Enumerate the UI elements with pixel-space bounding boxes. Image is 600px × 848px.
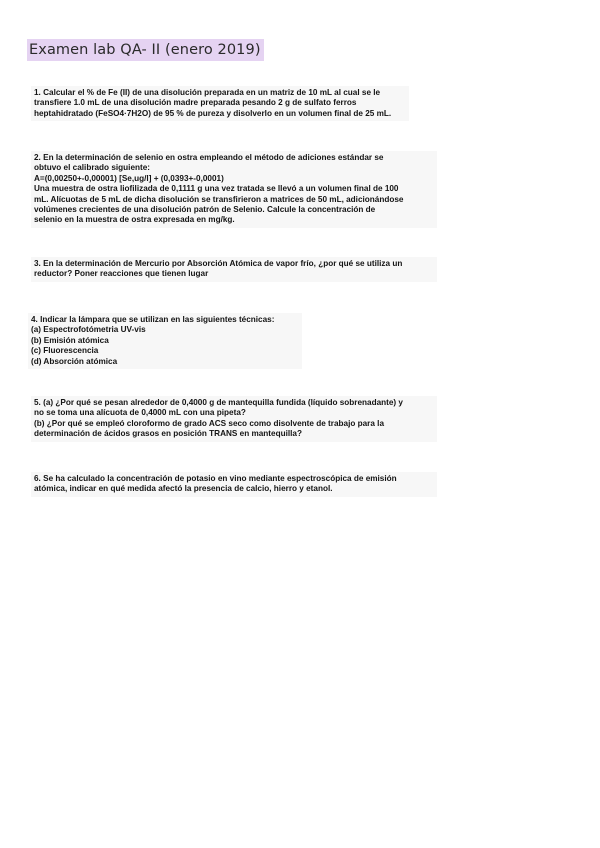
- question-1: [31, 86, 409, 121]
- question-4: [28, 313, 302, 369]
- question-1-line: 1. Calcular el % de Fe (II) de una disolución preparada en un matriz de 10 mL al cual se le: [34, 88, 381, 97]
- question-6-line: 6. Se ha calculado la concentración de potasio en vino mediante espectroscópica de emisión: [34, 474, 397, 483]
- question-3: [31, 257, 437, 282]
- question-6: [31, 472, 437, 497]
- exam-title: Examen lab QA- II (enero 2019): [27, 39, 264, 61]
- question-2-line: mL. Alícuotas de 5 mL de dicha disolución se transfirieron a matrices de 50 mL, adicionándose: [34, 194, 404, 204]
- question-5-line: 5. (a) ¿Por qué se pesan alrededor de 0,4000 g de mantequilla fundida (líquido sobrenadante) y: [34, 398, 403, 407]
- question-1-line: heptahidratado (FeSO4·7H2O) de 95 % de pureza y disolverlo en un volumen final de 25 mL.: [34, 108, 392, 118]
- question-5-line: (b) ¿Por qué se empleó cloroformo de grado ACS seco como disolvente de trabajo para la: [34, 418, 385, 428]
- question-6-line: atómica, indicar en qué medida afectó la presencia de calcio, hierro y etanol.: [34, 484, 333, 494]
- question-2-line: Una muestra de ostra liofilizada de 0,1111 g una vez tratada se llevó a un volumen final de 100: [34, 184, 399, 194]
- question-1-line: transfiere 1.0 mL de una disolución madre preparada pesando 2 g de sulfato ferros: [34, 98, 357, 108]
- question-4-option: (d) Absorción atómica: [31, 356, 118, 366]
- question-3-line: 3. En la determinación de Mercurio por Absorción Atómica de vapor frío, ¿por qué se utiliza un: [34, 259, 403, 268]
- question-3-line: reductor? Poner reacciones que tienen lugar: [34, 269, 209, 279]
- question-4-option: (c) Fluorescencia: [31, 346, 99, 356]
- question-5-line: determinación de ácidos grasos en posición TRANS en mantequilla?: [34, 429, 302, 439]
- question-5-line: no se toma una alícuota de 0,4000 mL con una pipeta?: [34, 408, 246, 418]
- question-2-line: obtuvo el calibrado siguiente:: [34, 163, 151, 173]
- question-5: [31, 396, 437, 442]
- question-2-line: selenio en la muestra de ostra expresada en mg/kg.: [34, 215, 235, 225]
- question-2-line: A=(0,00250+-0,00001) [Se,ug/l] + (0,0393+-0,0001): [34, 173, 224, 183]
- question-4-option: (b) Emisión atómica: [31, 335, 109, 345]
- question-2-line: 2. En la determinación de selenio en ostra empleando el método de adiciones estándar se: [34, 153, 384, 162]
- question-2-line: volúmenes crecientes de una disolución patrón de Selenio. Calcule la concentración de: [34, 205, 376, 215]
- question-2: [31, 151, 437, 228]
- question-4-option: (a) Espectrofotómetria UV-vis: [31, 325, 146, 335]
- question-4-line: 4. Indicar la lámpara que se utilizan en las siguientes técnicas:: [31, 315, 275, 324]
